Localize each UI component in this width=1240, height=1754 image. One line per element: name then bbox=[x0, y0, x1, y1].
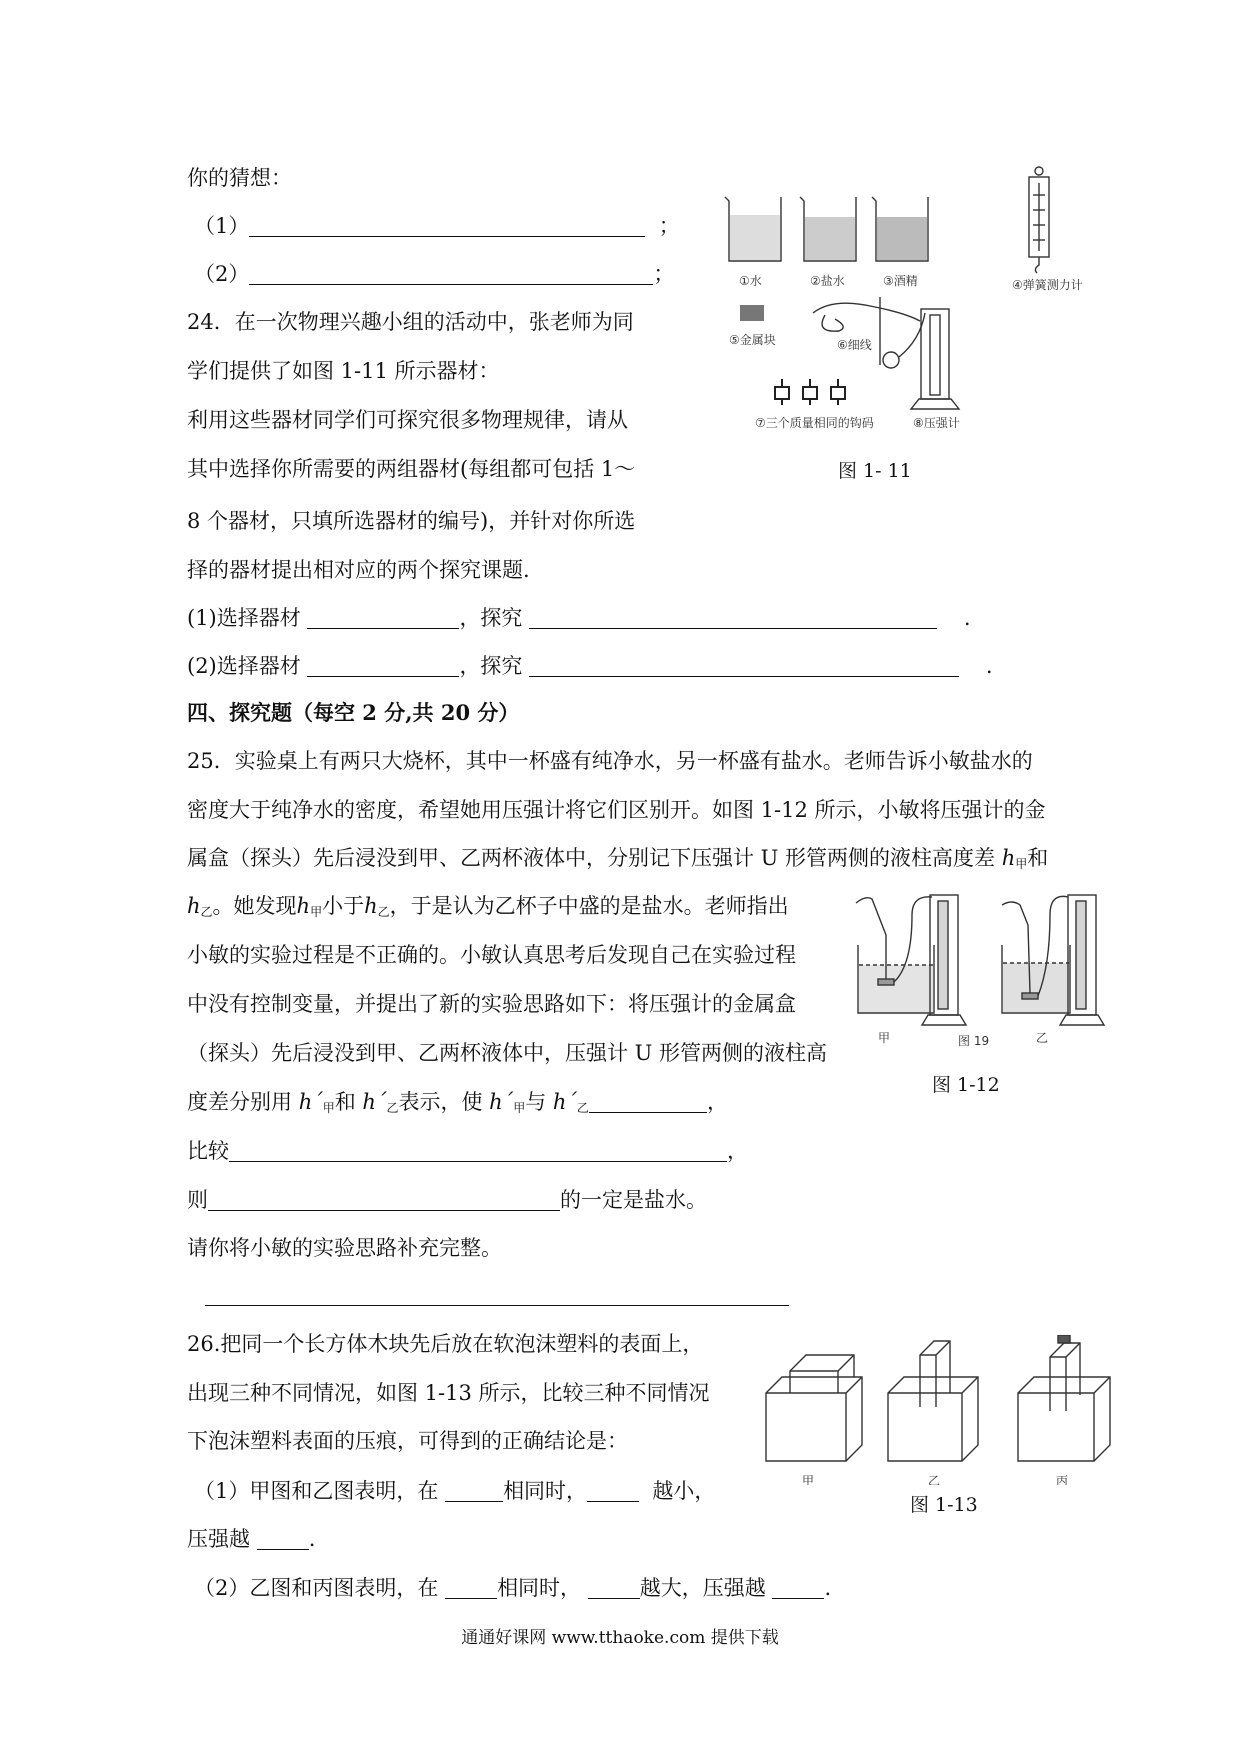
h-prime-symbol: h´ bbox=[298, 1090, 323, 1114]
compare-label: 比较 bbox=[187, 1139, 229, 1163]
semicolon: ； bbox=[658, 214, 680, 238]
fig11-label-5: ⑤金属块 bbox=[729, 333, 776, 347]
q25-line-4 bbox=[187, 891, 789, 927]
h-symbol: h bbox=[1001, 846, 1016, 870]
h-symbol: h bbox=[296, 894, 311, 918]
q25-line-5: 小敏的实验过程是不正确的。小敏认真思考后发现自己在实验过程 bbox=[187, 943, 796, 967]
guess-item-2-number: （2） bbox=[194, 262, 250, 286]
q25-line-8-text-b: 表示，使 bbox=[398, 1090, 483, 1114]
foam-block-weighted-icon bbox=[1018, 1335, 1110, 1461]
explore-label: ，探究 bbox=[459, 606, 523, 630]
fig11-label-4: ④弹簧测力计 bbox=[1012, 278, 1083, 292]
h-symbol: h bbox=[187, 894, 201, 918]
subscript-yi: 乙 bbox=[200, 905, 213, 919]
period: . bbox=[985, 654, 993, 678]
q26-part-1-text-a: （1）甲图和乙图表明，在 bbox=[194, 1479, 439, 1503]
q26-line-2: 出现三种不同情况，如图 1-13 所示，比较三种不同情况 bbox=[187, 1381, 710, 1405]
h-prime-symbol: h´ bbox=[489, 1090, 514, 1114]
foam-block-side-icon bbox=[888, 1341, 978, 1461]
part-1-blank-c[interactable] bbox=[257, 1527, 309, 1550]
q26-line-1: 26.把同一个长方体木块先后放在软泡沫塑料的表面上， bbox=[187, 1332, 704, 1356]
figure-1-12-caption: 图 1-12 bbox=[932, 1074, 1000, 1096]
part-2-blank-c[interactable] bbox=[772, 1576, 824, 1599]
then-label: 则 bbox=[187, 1188, 208, 1212]
fig11-label-8: ⑧压强计 bbox=[913, 416, 960, 430]
figure-1-13-caption: 图 1-13 bbox=[910, 1494, 978, 1516]
guess-intro: 你的猜想： bbox=[187, 166, 292, 190]
subscript-jia: 甲 bbox=[1015, 857, 1028, 871]
guess-item-2 bbox=[194, 259, 674, 289]
fig12-inner-caption: 图 19 bbox=[958, 1034, 990, 1048]
then-end-text: 的一定是盐水。 bbox=[560, 1188, 707, 1212]
and-text: 和 bbox=[334, 1090, 356, 1114]
period: . bbox=[963, 606, 971, 630]
hook-weights-icon bbox=[775, 379, 845, 405]
q25-line-1: 25．实验桌上有两只大烧杯，其中一杯盛有纯净水，另一杯盛有盐水。老师告诉小敏盐水的 bbox=[187, 749, 1033, 773]
part-2-blank-b[interactable] bbox=[588, 1576, 640, 1599]
beaker-alcohol-icon bbox=[872, 197, 928, 261]
explore-label: ，探究 bbox=[459, 654, 523, 678]
dot: . bbox=[824, 1576, 832, 1600]
then-blank[interactable] bbox=[208, 1188, 560, 1211]
comma: ， bbox=[706, 1090, 728, 1114]
fig11-label-7: ⑦三个质量相同的钩码 bbox=[755, 416, 874, 430]
subscript-jia: 甲 bbox=[322, 1101, 335, 1115]
q24-choose-1 bbox=[187, 603, 971, 633]
fig12-label-left: 甲 bbox=[878, 1031, 891, 1045]
q25-line-8 bbox=[187, 1087, 728, 1123]
and-text: 和 bbox=[1027, 846, 1049, 870]
choose-2-equipment-blank[interactable] bbox=[307, 654, 459, 677]
figure-1-11-caption: 图 1- 11 bbox=[838, 460, 912, 482]
choose-2-label: (2)选择器材 bbox=[187, 654, 301, 678]
fig13-label-1: 甲 bbox=[802, 1474, 815, 1485]
figure-1-11-equipment bbox=[715, 165, 1125, 455]
fig13-label-3: 丙 bbox=[1056, 1474, 1069, 1485]
subscript-yi: 乙 bbox=[377, 905, 390, 919]
q25-line-4-text-c: ，于是认为乙杯子中盛的是盐水。老师指出 bbox=[389, 894, 789, 918]
choose-2-topic-blank[interactable] bbox=[529, 654, 959, 677]
h-prime-symbol: h´ bbox=[362, 1090, 387, 1114]
choose-1-topic-blank[interactable] bbox=[529, 606, 937, 629]
q24-line-6: 择的器材提出相对应的两个探究课题. bbox=[187, 558, 530, 582]
q25-line-6: 中没有控制变量，并提出了新的实验思路如下：将压强计的金属盒 bbox=[187, 992, 796, 1016]
q25-line-4-text-a: 。她发现 bbox=[212, 894, 297, 918]
part-2-blank-a[interactable] bbox=[445, 1576, 497, 1599]
q25-line-7: （探头）先后浸没到甲、乙两杯液体中，压强计 U 形管两侧的液柱高 bbox=[187, 1041, 828, 1065]
choose-1-equipment-blank[interactable] bbox=[307, 606, 459, 629]
q24-choose-2 bbox=[187, 651, 993, 681]
figure-1-13-foam-blocks bbox=[762, 1335, 1122, 1485]
q26-part-1-text-c: 越小， bbox=[652, 1479, 716, 1503]
semicolon: ； bbox=[653, 262, 675, 286]
q26-part-2-text-b: 相同时， bbox=[497, 1576, 582, 1600]
fig11-label-6: ⑥细线 bbox=[837, 338, 872, 352]
q25-line-4-text-b: 小于 bbox=[322, 894, 365, 918]
fig11-label-3: ③酒精 bbox=[883, 274, 918, 288]
subscript-yi: 乙 bbox=[386, 1101, 399, 1115]
q24-line-3: 利用这些器材同学们可探究很多物理规律，请从 bbox=[187, 408, 628, 432]
figure-1-12-pressure-experiment bbox=[850, 885, 1120, 1055]
q26-part-2-text-c: 越大，压强越 bbox=[639, 1576, 766, 1600]
q26-part-2 bbox=[194, 1573, 831, 1603]
subscript-yi: 乙 bbox=[576, 1101, 589, 1115]
compare-blank[interactable] bbox=[229, 1139, 727, 1162]
part-1-blank-a[interactable] bbox=[445, 1479, 503, 1502]
h-symbol: h bbox=[364, 894, 378, 918]
q25-then-line bbox=[187, 1185, 707, 1215]
fig12-label-right: 乙 bbox=[1036, 1031, 1049, 1045]
q26-part-1-text-d: 压强越 bbox=[187, 1527, 250, 1551]
q25-complete: 请你将小敏的实验思路补充完整。 bbox=[187, 1236, 502, 1260]
q24-line-4: 其中选择你所需要的两组器材(每组都可包括 1～ bbox=[187, 457, 636, 481]
q26-part-1-cont bbox=[187, 1524, 315, 1554]
right-beaker-icon bbox=[1002, 895, 1104, 1025]
guess-item-1-number: （1） bbox=[194, 214, 250, 238]
fig11-label-2: ②盐水 bbox=[810, 274, 845, 288]
condition-blank[interactable] bbox=[589, 1090, 707, 1113]
q25-line-3 bbox=[187, 843, 1048, 879]
q26-part-2-text-a: （2）乙图和丙图表明，在 bbox=[194, 1576, 439, 1600]
q25-line-3-text: 属盒（探头）先后浸没到甲、乙两杯液体中，分别记下压强计 U 形管两侧的液柱高度差 bbox=[187, 846, 996, 870]
comma: ， bbox=[727, 1139, 748, 1163]
q26-part-1 bbox=[194, 1476, 715, 1506]
foam-block-flat-icon bbox=[766, 1355, 862, 1461]
q25-line-8-text-c: 与 bbox=[525, 1090, 547, 1114]
q24-line-5: 8 个器材，只填所选器材的编号)，并针对你所选 bbox=[187, 509, 636, 533]
thread-icon bbox=[813, 303, 920, 331]
guess-1-blank[interactable] bbox=[249, 214, 645, 237]
section-4-title: 四、探究题（每空 2 分,共 20 分） bbox=[187, 700, 520, 725]
subscript-jia: 甲 bbox=[310, 905, 323, 919]
dot: . bbox=[308, 1527, 316, 1551]
q25-compare-line bbox=[187, 1136, 748, 1166]
q25-line-2: 密度大于纯净水的密度，希望她用压强计将它们区别开。如图 1-12 所示，小敏将压强计的金 bbox=[187, 798, 1046, 822]
beaker-water-icon bbox=[725, 197, 781, 261]
left-beaker-icon bbox=[856, 895, 966, 1025]
h-prime-symbol: h´ bbox=[552, 1090, 577, 1114]
spring-scale-icon bbox=[1029, 167, 1049, 273]
beaker-saltwater-icon bbox=[800, 197, 856, 261]
fig11-label-1: ①水 bbox=[739, 274, 762, 288]
subscript-jia: 甲 bbox=[513, 1101, 526, 1115]
q26-part-1-text-b: 相同时， bbox=[503, 1479, 588, 1503]
guess-2-blank[interactable] bbox=[249, 262, 653, 285]
pressure-gauge-icon bbox=[880, 297, 959, 409]
q25-answer-line[interactable] bbox=[205, 1305, 789, 1306]
guess-item-1 bbox=[194, 211, 680, 241]
choose-1-label: (1)选择器材 bbox=[187, 606, 301, 630]
metal-block-icon bbox=[740, 305, 764, 321]
page-footer: 通通好课网 www.tthaoke.com 提供下载 bbox=[461, 1628, 779, 1648]
part-1-blank-b[interactable] bbox=[587, 1479, 639, 1502]
q24-line-1: 24．在一次物理兴趣小组的活动中，张老师为同 bbox=[187, 310, 634, 334]
fig13-label-2: 乙 bbox=[928, 1474, 941, 1485]
q25-line-8-text-a: 度差分别用 bbox=[187, 1090, 292, 1114]
q26-line-3: 下泡沫塑料表面的压痕，可得到的正确结论是： bbox=[187, 1429, 628, 1453]
q24-line-2: 学们提供了如图 1-11 所示器材： bbox=[187, 359, 500, 383]
